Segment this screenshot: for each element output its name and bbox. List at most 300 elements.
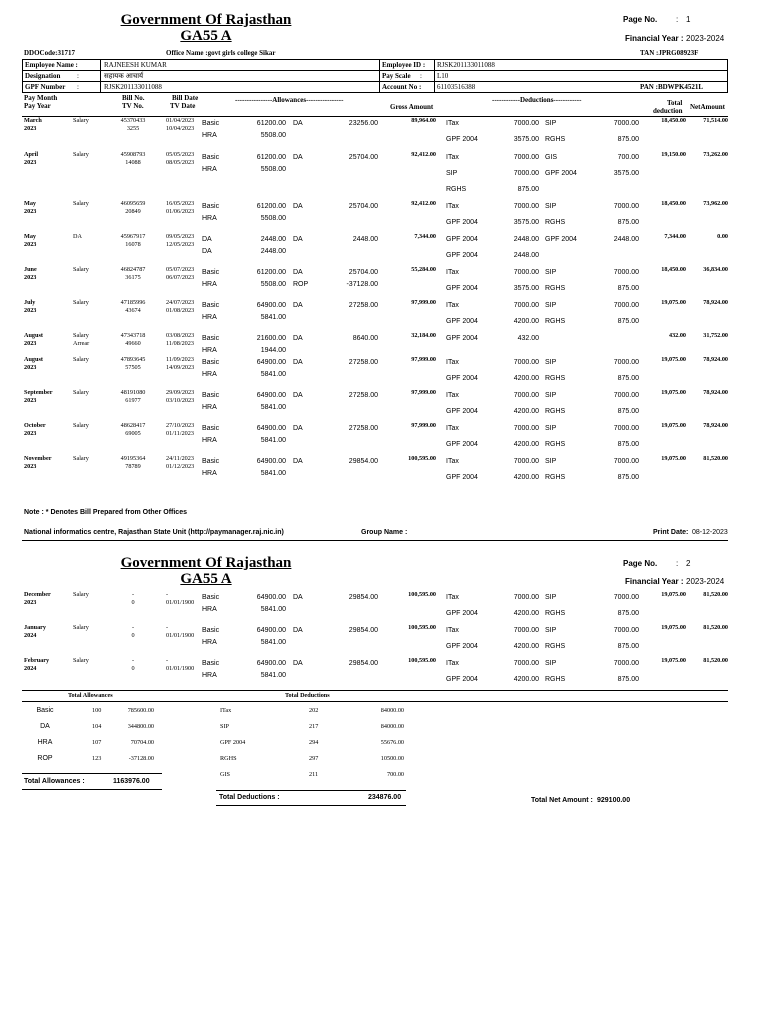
- allowance-amount: 27258.00: [348, 392, 378, 399]
- gross-amount: 100,595.00: [408, 591, 436, 598]
- allowance-amount: 29854.00: [348, 660, 378, 667]
- tv-date: 08/05/2023: [166, 159, 195, 166]
- deduction-name: GPF 2004: [446, 474, 478, 481]
- allowance-amount: 8640.00: [352, 335, 378, 342]
- tv-date: 14/09/2023: [166, 364, 195, 371]
- summary-allowances-header: Total Allowances: [68, 692, 113, 699]
- allowance-amount: 27258.00: [348, 359, 378, 366]
- total-deduction: 19,075.00: [661, 624, 686, 631]
- allowance-amount: 61200.00: [256, 269, 286, 276]
- tv-number: 57505: [125, 364, 141, 371]
- deduction-amount: 7000.00: [513, 392, 539, 399]
- deduction-name: GPF 2004: [446, 252, 478, 259]
- allowance-amount: 25704.00: [348, 203, 378, 210]
- bill-number: 48191080: [120, 389, 146, 396]
- bill-type-2: Arrear: [73, 340, 90, 347]
- total-net-amount-label: Total Net Amount :: [531, 797, 593, 804]
- deduction-name: GPF 2004: [446, 441, 478, 448]
- group-name-label: Group Name :: [361, 529, 408, 536]
- deduction-amount: 875.00: [617, 136, 639, 143]
- deduction-name: SIP: [545, 359, 557, 366]
- allowance-name: DA: [293, 154, 303, 161]
- pay-year: 2023: [24, 159, 37, 166]
- deduction-amount: 7000.00: [613, 269, 639, 276]
- bill-date: -: [166, 591, 169, 598]
- bill-type: Salary: [73, 151, 89, 158]
- deduction-amount: 7000.00: [513, 170, 539, 177]
- allowance-name: HRA: [202, 371, 217, 378]
- net-amount: 81,520.00: [703, 455, 728, 462]
- deduction-name: GPF 2004: [446, 236, 478, 243]
- allowance-amount: 5841.00: [260, 404, 286, 411]
- page2-financial-year: 2023-2024: [686, 577, 725, 586]
- bill-number: -: [131, 591, 135, 598]
- deduction-name: RGHS: [545, 318, 566, 325]
- tv-number: 16078: [125, 241, 141, 248]
- total-deduction: 18,450.00: [661, 266, 686, 273]
- pay-month: August: [24, 332, 43, 339]
- deduction-amount: 7000.00: [513, 269, 539, 276]
- deduction-amount: 7000.00: [613, 627, 639, 634]
- deduction-name: ITax: [446, 154, 459, 161]
- designation-label: Designation: [25, 72, 61, 80]
- pay-year: 2023: [24, 340, 37, 347]
- bill-type: Salary: [73, 332, 89, 339]
- summary-deduction-code: 217: [309, 723, 319, 730]
- deduction-amount: 875.00: [617, 610, 639, 617]
- deduction-name: RGHS: [545, 408, 566, 415]
- summary-allowance-code: 100: [92, 707, 102, 714]
- deduction-amount: 7000.00: [513, 660, 539, 667]
- deduction-amount: 4200.00: [513, 676, 539, 683]
- col-net: NetAmount: [690, 103, 725, 111]
- summary-allowance-code: 123: [92, 755, 102, 762]
- col-tv-date: TV Date: [170, 102, 196, 110]
- deduction-name: GIS: [545, 154, 558, 161]
- allowance-amount: 5841.00: [260, 639, 286, 646]
- allowance-amount: 61200.00: [256, 154, 286, 161]
- allowance-amount: 2448.00: [260, 236, 286, 243]
- allowance-amount: 5841.00: [260, 437, 286, 444]
- allowance-name: DA: [293, 458, 303, 465]
- bill-number: 45908793: [120, 151, 146, 158]
- bill-date: -: [166, 624, 169, 631]
- allowance-amount: 5508.00: [260, 132, 286, 139]
- pay-month: November: [24, 455, 52, 462]
- allowance-name: HRA: [202, 347, 217, 354]
- tan-number: TAN :JPRG08923F: [640, 49, 699, 57]
- allowance-name: Basic: [202, 458, 220, 465]
- allowance-amount: 64900.00: [256, 425, 286, 432]
- tv-number: 20849: [125, 208, 141, 215]
- note: Note : * Denotes Bill Prepared from Other Offices: [24, 509, 187, 516]
- pan-number: PAN :BDWPK4521L: [640, 83, 704, 91]
- allowance-name: HRA: [202, 437, 217, 444]
- deduction-name: SIP: [545, 302, 557, 309]
- allowance-amount: 2448.00: [352, 236, 378, 243]
- employee-id: RJSK201133011088: [437, 61, 495, 69]
- bill-date: 01/04/2023: [166, 117, 195, 124]
- tv-number: 69005: [125, 430, 141, 437]
- summary-deduction-name: ITax: [220, 707, 232, 714]
- allowance-amount: 23256.00: [348, 120, 378, 127]
- summary-allowance-amount: -37128.00: [128, 755, 154, 762]
- tv-number: 36175: [125, 274, 141, 281]
- tv-date: 01/01/1900: [166, 599, 195, 606]
- net-amount: 81,520.00: [703, 657, 728, 664]
- net-amount: 36,834.00: [703, 266, 728, 273]
- bill-number: 49195364: [120, 455, 146, 462]
- deduction-amount: 2448.00: [513, 252, 539, 259]
- deduction-name: RGHS: [545, 474, 566, 481]
- pay-month: June: [24, 266, 37, 273]
- deduction-name: GPF 2004: [545, 236, 577, 243]
- total-net-amount: 929100.00: [597, 797, 631, 804]
- deduction-amount: 2448.00: [613, 236, 639, 243]
- allowance-name: Basic: [202, 627, 220, 634]
- tv-number: 43674: [125, 307, 141, 314]
- deduction-name: ITax: [446, 627, 459, 634]
- allowance-amount: 29854.00: [348, 627, 378, 634]
- bill-date: 05/05/2023: [166, 151, 195, 158]
- allowance-name: Basic: [202, 302, 220, 309]
- total-deduction: 19,075.00: [661, 356, 686, 363]
- pay-year: 2023: [24, 430, 37, 437]
- pay-month: March: [24, 117, 42, 124]
- pay-month: January: [24, 624, 47, 631]
- deduction-name: RGHS: [545, 219, 566, 226]
- bill-date: 24/07/2023: [166, 299, 195, 306]
- total-deductions: 234876.00: [368, 794, 402, 801]
- deduction-name: RGHS: [545, 610, 566, 617]
- allowance-name: HRA: [202, 404, 217, 411]
- net-amount: 81,520.00: [703, 591, 728, 598]
- summary-allowance-name: ROP: [37, 755, 53, 762]
- bill-number: 47893645: [120, 356, 146, 363]
- allowance-name: DA: [202, 248, 212, 255]
- tv-date: 01/12/2023: [166, 463, 195, 470]
- total-deduction: 7,344.00: [664, 233, 686, 240]
- page-no-sep: :: [676, 15, 679, 24]
- account-label: Account No :: [382, 83, 422, 91]
- tv-date: 06/07/2023: [166, 274, 195, 281]
- deduction-amount: 4200.00: [513, 643, 539, 650]
- bill-type: Salary: [73, 299, 89, 306]
- pay-month: May: [24, 233, 37, 240]
- allowance-amount: 29854.00: [348, 458, 378, 465]
- deduction-amount: 875.00: [517, 186, 539, 193]
- bill-number: 46824787: [120, 266, 146, 273]
- deduction-name: GPF 2004: [446, 335, 478, 342]
- deduction-amount: 3575.00: [613, 170, 639, 177]
- deduction-name: ITax: [446, 120, 459, 127]
- deduction-name: ITax: [446, 269, 459, 276]
- allowance-amount: 64900.00: [256, 392, 286, 399]
- tv-date: 01/06/2023: [166, 208, 195, 215]
- allowance-name: Basic: [202, 392, 220, 399]
- deduction-name: SIP: [545, 120, 557, 127]
- allowance-name: Basic: [202, 154, 220, 161]
- allowance-amount: 5508.00: [260, 215, 286, 222]
- deduction-name: SIP: [545, 660, 557, 667]
- deduction-amount: 7000.00: [613, 392, 639, 399]
- deduction-amount: 875.00: [617, 285, 639, 292]
- total-deduction: 19,075.00: [661, 455, 686, 462]
- summary-allowance-name: Basic: [36, 707, 54, 714]
- net-amount: 73,962.00: [703, 200, 728, 207]
- bill-date: 05/07/2023: [166, 266, 195, 273]
- bill-number: 48628417: [120, 422, 146, 429]
- total-allowances-label: Total Allowances :: [24, 778, 85, 785]
- deduction-amount: 7000.00: [613, 660, 639, 667]
- allowance-name: Basic: [202, 269, 220, 276]
- gpf-sep: :: [77, 83, 79, 91]
- bill-type: Salary: [73, 117, 89, 124]
- gross-amount: 100,595.00: [408, 455, 436, 462]
- allowance-name: DA: [293, 269, 303, 276]
- pay-month: October: [24, 422, 46, 429]
- tv-date: 11/08/2023: [166, 340, 194, 347]
- deduction-name: ITax: [446, 359, 459, 366]
- bill-type: DA: [73, 233, 82, 240]
- col-total: Total: [667, 99, 683, 107]
- nic-credit: National informatics centre, Rajasthan State Unit (http://paymanager.raj.nic.in): [24, 529, 284, 536]
- page-title: Government Of Rajasthan: [120, 12, 292, 28]
- total-deduction: 19,075.00: [661, 299, 686, 306]
- pay-year: 2023: [24, 125, 37, 132]
- col-gross: Gross Amount: [390, 103, 434, 111]
- deduction-name: ITax: [446, 203, 459, 210]
- bill-date: 16/05/2023: [166, 200, 195, 207]
- summary-allowance-code: 104: [92, 723, 102, 730]
- total-deduction: 19,075.00: [661, 389, 686, 396]
- office-name: Office Name :govt girls college Sikar: [166, 49, 276, 57]
- allowance-name: DA: [293, 302, 303, 309]
- deduction-amount: 875.00: [617, 474, 639, 481]
- deduction-name: RGHS: [545, 676, 566, 683]
- deduction-amount: 7000.00: [513, 203, 539, 210]
- col-deduction: deduction: [653, 107, 683, 115]
- pay-month: February: [24, 657, 50, 664]
- deduction-amount: 875.00: [617, 219, 639, 226]
- allowance-name: HRA: [202, 606, 217, 613]
- pay-scale-label: Pay Scale: [382, 72, 411, 80]
- deduction-amount: 7000.00: [613, 302, 639, 309]
- deduction-name: SIP: [545, 594, 557, 601]
- allowance-name: DA: [293, 425, 303, 432]
- deduction-name: SIP: [545, 269, 557, 276]
- pay-month: September: [24, 389, 53, 396]
- tv-number: 0: [131, 599, 135, 606]
- bill-type: Salary: [73, 657, 89, 664]
- deduction-amount: 7000.00: [513, 302, 539, 309]
- page-no: 1: [686, 15, 691, 24]
- summary-deduction-amount: 84000.00: [380, 723, 404, 730]
- tv-number: 14088: [125, 159, 141, 166]
- bill-type: Salary: [73, 455, 89, 462]
- deduction-name: SIP: [545, 392, 557, 399]
- tv-number: 49660: [125, 340, 141, 347]
- tv-number: 0: [131, 632, 135, 639]
- deduction-amount: 875.00: [617, 318, 639, 325]
- allowance-name: DA: [293, 236, 303, 243]
- deduction-name: GPF 2004: [446, 610, 478, 617]
- deduction-amount: 3575.00: [513, 285, 539, 292]
- page2-page-no: 2: [686, 559, 691, 568]
- gross-amount: 97,999.00: [411, 356, 436, 363]
- net-amount: 81,520.00: [703, 624, 728, 631]
- deduction-name: GPF 2004: [446, 136, 478, 143]
- deduction-amount: 7000.00: [513, 120, 539, 127]
- bill-type: Salary: [73, 266, 89, 273]
- gross-amount: 97,999.00: [411, 299, 436, 306]
- deduction-name: GPF 2004: [446, 285, 478, 292]
- allowance-name: Basic: [202, 359, 220, 366]
- ddo-code: DDOCode:31717: [24, 49, 75, 57]
- total-deduction: 19,075.00: [661, 422, 686, 429]
- gross-amount: 92,412.00: [411, 151, 436, 158]
- allowance-amount: 5841.00: [260, 314, 286, 321]
- allowance-name: HRA: [202, 672, 217, 679]
- pay-year: 2023: [24, 274, 37, 281]
- allowance-name: DA: [293, 660, 303, 667]
- deduction-amount: 7000.00: [513, 425, 539, 432]
- gpf-label: GPF Number: [25, 83, 66, 91]
- allowance-amount: 64900.00: [256, 594, 286, 601]
- col-pay-year: Pay Year: [24, 102, 51, 110]
- bill-number: 47343718: [120, 332, 146, 339]
- allowance-name: DA: [293, 203, 303, 210]
- allowance-amount: 61200.00: [256, 203, 286, 210]
- deduction-amount: 7000.00: [513, 627, 539, 634]
- pay-scale-sep: :: [420, 72, 422, 80]
- deduction-name: ITax: [446, 302, 459, 309]
- deduction-name: ITax: [446, 458, 459, 465]
- bill-date: 27/10/2023: [166, 422, 195, 429]
- deduction-amount: 3575.00: [513, 136, 539, 143]
- pay-year: 2023: [24, 307, 37, 314]
- deduction-name: SIP: [545, 627, 557, 634]
- deduction-name: SIP: [545, 425, 557, 432]
- allowance-amount: 64900.00: [256, 359, 286, 366]
- summary-deduction-amount: 10500.00: [380, 755, 404, 762]
- col-allowances: ----------------Allowances----------------: [235, 96, 344, 104]
- bill-date: -: [166, 657, 169, 664]
- employee-id-label: Employee ID :: [382, 61, 426, 69]
- allowance-amount: 5508.00: [260, 166, 286, 173]
- pay-month: May: [24, 200, 37, 207]
- summary-allowance-amount: 785600.00: [127, 707, 154, 714]
- deduction-amount: 432.00: [517, 335, 539, 342]
- allowance-name: DA: [293, 392, 303, 399]
- allowance-name: ROP: [293, 281, 309, 288]
- net-amount: 31,752.00: [703, 332, 728, 339]
- deduction-name: GPF 2004: [446, 219, 478, 226]
- pay-year: 2024: [24, 632, 37, 639]
- allowance-name: Basic: [202, 660, 220, 667]
- bill-number: 45967917: [120, 233, 146, 240]
- deduction-amount: 4200.00: [513, 375, 539, 382]
- gross-amount: 100,595.00: [408, 624, 436, 631]
- gross-amount: 55,284.00: [411, 266, 436, 273]
- account-number: 61103516388: [437, 83, 476, 91]
- deduction-amount: 4200.00: [513, 441, 539, 448]
- allowance-name: HRA: [202, 215, 217, 222]
- gross-amount: 89,964.00: [411, 117, 436, 124]
- deduction-amount: 875.00: [617, 375, 639, 382]
- allowance-amount: 64900.00: [256, 660, 286, 667]
- summary-allowance-amount: 344800.00: [127, 723, 154, 730]
- deduction-name: RGHS: [446, 186, 467, 193]
- allowance-amount: 27258.00: [348, 302, 378, 309]
- bill-number: -: [131, 657, 135, 664]
- net-amount: 71,514.00: [703, 117, 728, 124]
- gross-amount: 97,999.00: [411, 422, 436, 429]
- pay-month: December: [24, 591, 51, 598]
- allowance-name: DA: [293, 120, 303, 127]
- col-bill-no: Bill No.: [122, 94, 145, 102]
- pay-year: 2024: [24, 665, 37, 672]
- pay-month: August: [24, 356, 43, 363]
- allowance-name: HRA: [202, 639, 217, 646]
- total-deduction: 19,075.00: [661, 591, 686, 598]
- allowance-amount: 5841.00: [260, 470, 286, 477]
- allowance-amount: 29854.00: [348, 594, 378, 601]
- page2-title: Government Of Rajasthan: [120, 555, 292, 571]
- financial-year: 2023-2024: [686, 34, 725, 43]
- designation-sep: :: [77, 72, 79, 80]
- allowance-name: Basic: [202, 425, 220, 432]
- deduction-name: RGHS: [545, 285, 566, 292]
- deduction-amount: 4200.00: [513, 408, 539, 415]
- deduction-name: SIP: [545, 203, 557, 210]
- bill-type: Salary: [73, 389, 89, 396]
- allowance-name: Basic: [202, 120, 220, 127]
- deduction-amount: 7000.00: [513, 359, 539, 366]
- print-date: 08-12-2023: [692, 529, 728, 536]
- gross-amount: 32,184.00: [411, 332, 436, 339]
- designation: सहायक आचार्य: [104, 73, 144, 80]
- bill-date: 29/09/2023: [166, 389, 195, 396]
- page2-page-no-sep: :: [676, 559, 679, 568]
- allowance-name: Basic: [202, 335, 220, 342]
- allowance-amount: 5841.00: [260, 672, 286, 679]
- deduction-name: GPF 2004: [446, 676, 478, 683]
- page2-financial-year-label: Financial Year :: [625, 577, 684, 586]
- deduction-name: RGHS: [545, 136, 566, 143]
- allowance-name: DA: [293, 359, 303, 366]
- deduction-name: GPF 2004: [446, 375, 478, 382]
- page2-page-no-label: Page No.: [623, 559, 658, 568]
- summary-deduction-name: SIP: [220, 723, 229, 730]
- deduction-name: GPF 2004: [446, 408, 478, 415]
- deduction-name: GPF 2004: [545, 170, 577, 177]
- deduction-name: RGHS: [545, 643, 566, 650]
- deduction-name: ITax: [446, 594, 459, 601]
- net-amount: 78,924.00: [703, 422, 728, 429]
- pay-scale: L10: [437, 72, 449, 80]
- deduction-amount: 4200.00: [513, 474, 539, 481]
- allowance-amount: 25704.00: [348, 269, 378, 276]
- allowance-name: DA: [202, 236, 212, 243]
- allowance-name: Basic: [202, 203, 220, 210]
- summary-deduction-amount: 55676.00: [380, 739, 404, 746]
- allowance-amount: -37128.00: [346, 281, 378, 288]
- bill-date: 09/05/2023: [166, 233, 195, 240]
- summary-deduction-amount: 84000.00: [380, 707, 404, 714]
- deduction-amount: 4200.00: [513, 318, 539, 325]
- bill-number: 45370433: [120, 117, 146, 124]
